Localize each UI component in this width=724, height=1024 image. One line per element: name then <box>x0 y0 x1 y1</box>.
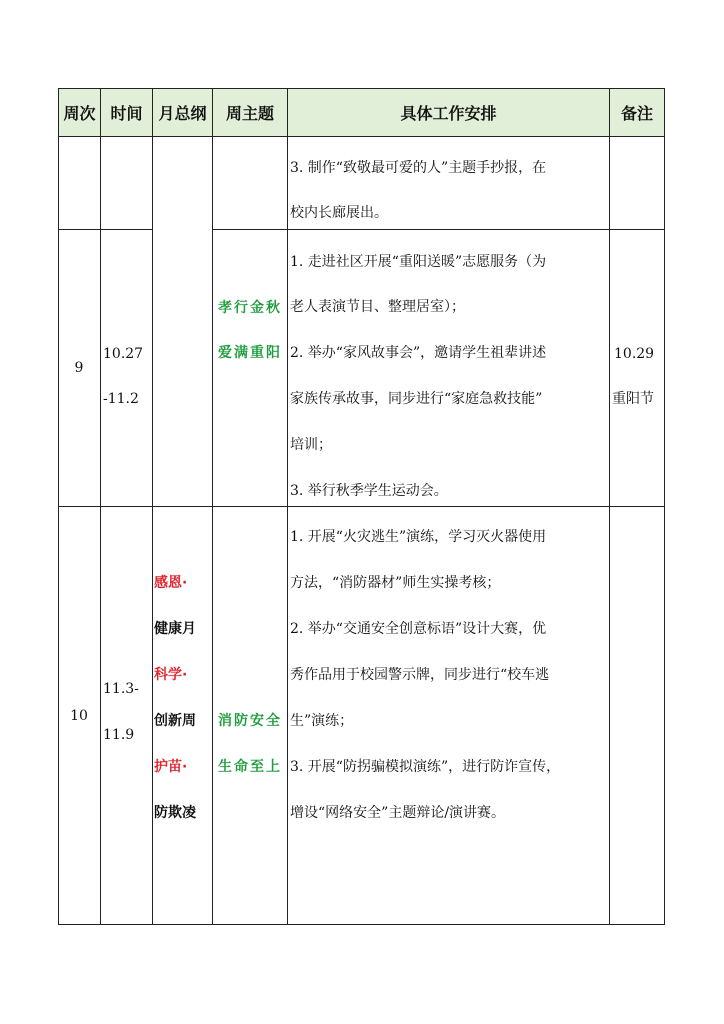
arrangement-line: 方法，“消防器材”师生实操考核； <box>290 575 501 591</box>
outline-line: 防欺凌 <box>154 805 196 821</box>
header-arrangement: 具体工作安排 <box>287 88 610 137</box>
grid-line <box>58 924 665 925</box>
outline-line: 健康月 <box>154 621 196 637</box>
arrangement-line: 1. 开展“火灾逃生”演练，学习灭火器使用 <box>290 529 547 545</box>
arrangement-line: 培训； <box>290 437 332 453</box>
arrangement-line: 2. 举办“家风故事会”，邀请学生祖辈讲述 <box>290 345 547 361</box>
header-month-outline: 月总纲 <box>152 88 213 137</box>
arrangement-line: 校内长廊展出。 <box>290 205 388 221</box>
week-number: 9 <box>74 360 84 376</box>
arrangement-line: 1. 走进社区开展“重阳送暖”志愿服务（为 <box>290 254 547 270</box>
grid-line <box>152 136 153 925</box>
grid-line <box>212 136 213 925</box>
arrangement-line: 3. 制作“致敬最可爱的人”主题手抄报，在 <box>290 160 547 176</box>
grid-line <box>609 136 610 925</box>
header-time: 时间 <box>100 88 153 137</box>
week-cell <box>58 230 100 506</box>
week-theme: 爱满重阳 <box>218 345 282 361</box>
outline-line: 科学· <box>154 667 188 683</box>
grid-line <box>287 136 288 925</box>
week-theme: 消防安全 <box>218 713 282 729</box>
week-cell <box>58 507 100 924</box>
outline-line: 护苗· <box>154 759 188 775</box>
week-theme: 生命至上 <box>218 759 282 775</box>
week-number: 10 <box>70 707 88 724</box>
note-date: 10.29 <box>614 346 655 362</box>
time-end: 11.9 <box>103 727 135 743</box>
time-end: -11.2 <box>103 391 139 407</box>
arrangement-line: 家族传承故事，同步进行“家庭急救技能” <box>290 391 543 407</box>
outline-line: 感恩· <box>154 575 188 591</box>
arrangement-line: 3. 举行秋季学生运动会。 <box>290 483 448 499</box>
time-start: 10.27 <box>103 346 144 362</box>
note-text: 重阳节 <box>612 391 654 407</box>
arrangement-line: 老人表演节目、整理居室）； <box>290 299 465 315</box>
arrangement-line: 生”演练； <box>290 713 354 729</box>
week-theme: 孝行金秋 <box>218 300 282 316</box>
arrangement-line: 秀作品用于校园警示牌，同步进行“校车逃 <box>290 667 550 683</box>
arrangement-line: 2. 举办“交通安全创意标语”设计大赛，优 <box>290 621 547 637</box>
header-week-theme: 周主题 <box>212 88 288 137</box>
grid-line <box>664 136 665 925</box>
header-week: 周次 <box>58 88 101 137</box>
arrangement-line: 3. 开展“防拐骗模拟演练”，进行防诈宣传， <box>290 759 561 775</box>
grid-line <box>100 136 101 925</box>
arrangement-line: 增设“网络安全”主题辩论/演讲赛。 <box>290 805 506 821</box>
time-start: 11.3- <box>103 681 139 697</box>
outline-line: 创新周 <box>154 713 196 729</box>
header-notes: 备注 <box>609 88 665 137</box>
grid-line <box>212 229 665 230</box>
